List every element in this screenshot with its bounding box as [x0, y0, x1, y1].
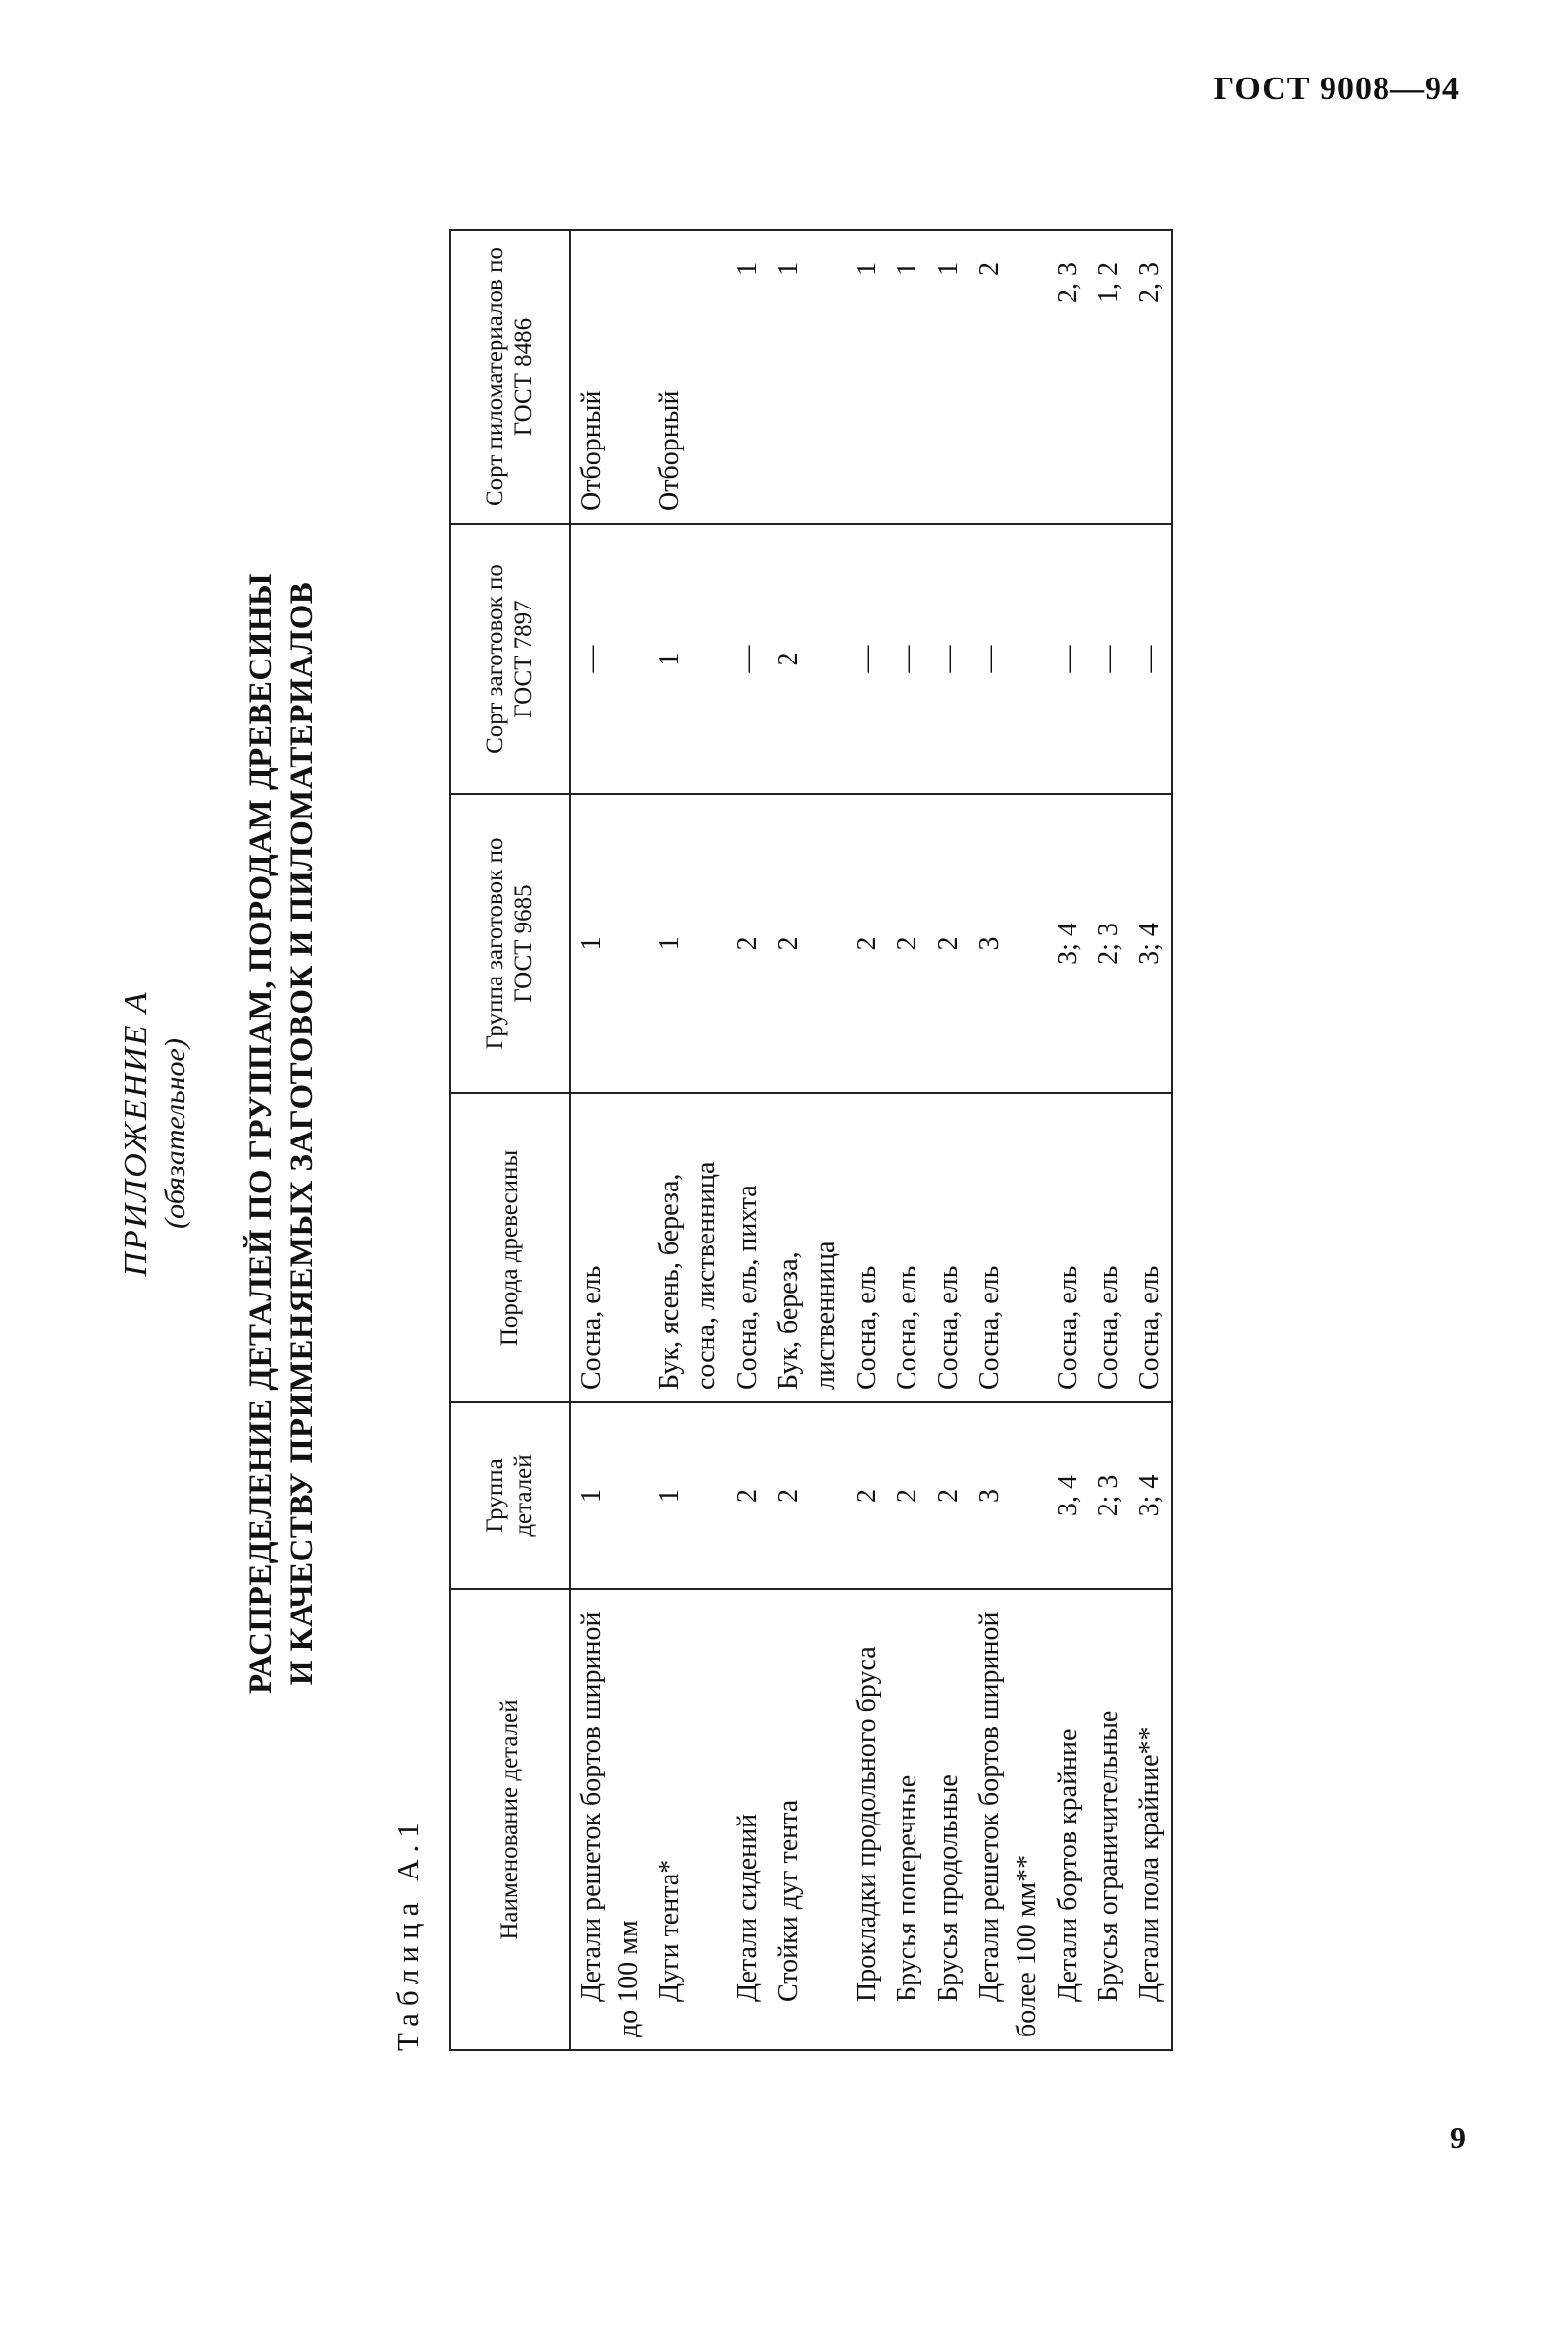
lumber-grade-note: Отборный [576, 390, 606, 511]
cell-lumber-grade [847, 230, 888, 524]
lumber-grade-value: 1 [933, 262, 965, 276]
cell-wood-species: Сосна, ель [847, 1093, 888, 1402]
cell-detail-group: 3; 4 [1129, 1402, 1172, 1589]
document-header: ГОСТ 9008—94 [1213, 71, 1460, 107]
col-header-blank-grade: Сорт заготовок по ГОСТ 7897 [450, 524, 570, 794]
cell-blank-grade: — [847, 524, 888, 794]
cell-blank-group: 2 [727, 794, 768, 1093]
table-header-row [450, 230, 570, 2050]
lumber-grade-value [652, 242, 689, 262]
cell-blank-grade: — [969, 524, 1048, 794]
col-header-blank-group: Группа заготовок по ГОСТ 9685 [450, 794, 570, 1093]
table-row [1088, 230, 1129, 2050]
table-row [727, 230, 768, 2050]
cell-detail-name: Брусья поперечные [887, 1589, 928, 2050]
cell-lumber-grade [650, 230, 728, 524]
cell-blank-grade: — [570, 524, 650, 794]
lumber-grade-value: 1, 2 [1093, 262, 1124, 303]
cell-wood-species: Бук, береза, лиственница [768, 1093, 847, 1402]
cell-detail-group: 1 [570, 1402, 650, 1589]
cell-wood-species: Сосна, ель [1129, 1093, 1172, 1402]
cell-blank-grade: — [928, 524, 969, 794]
cell-wood-species: Сосна, ель, пихта [727, 1093, 768, 1402]
table-row [847, 230, 888, 2050]
table-row [768, 230, 847, 2050]
cell-blank-group: 2; 3 [1088, 794, 1129, 1093]
details-table [449, 229, 1173, 2051]
cell-detail-group: 2 [847, 1402, 888, 1589]
cell-wood-species: Сосна, ель [928, 1093, 969, 1402]
lumber-grade-value: 1 [892, 262, 923, 276]
cell-lumber-grade [969, 230, 1048, 524]
cell-blank-grade: — [727, 524, 768, 794]
table-row [969, 230, 1048, 2050]
table-row [650, 230, 728, 2050]
cell-blank-group: 2 [847, 794, 888, 1093]
lumber-grade-note: Отборный [653, 390, 685, 511]
lumber-grade-value: 2, 3 [1134, 262, 1166, 303]
cell-detail-name: Прокладки продольного бруса [847, 1589, 888, 2050]
col-header-wood: Порода древесины [450, 1093, 570, 1402]
table-caption: Таблица А.1 [391, 1816, 425, 2051]
cell-detail-group: 3 [969, 1402, 1048, 1589]
cell-detail-name: Брусья ограничительные [1088, 1589, 1129, 2050]
cell-blank-group: 3; 4 [1129, 794, 1172, 1093]
cell-detail-group: 2 [727, 1402, 768, 1589]
cell-detail-group: 2 [928, 1402, 969, 1589]
cell-wood-species: Сосна, ель [1088, 1093, 1129, 1402]
cell-blank-grade: — [1129, 524, 1172, 794]
cell-detail-name: Брусья продольные [928, 1589, 969, 2050]
cell-blank-group: 1 [570, 794, 650, 1093]
col-header-lumber-grade: Сорт пиломатериалов по ГОСТ 8486 [450, 230, 570, 524]
cell-detail-name: Дуги тента* [650, 1589, 728, 2050]
cell-detail-name: Стойки дуг тента [768, 1589, 847, 2050]
lumber-grade-value: 1 [732, 262, 763, 276]
cell-detail-group: 2; 3 [1088, 1402, 1129, 1589]
cell-lumber-grade [928, 230, 969, 524]
cell-wood-species: Сосна, ель [887, 1093, 928, 1402]
appendix-title: ПРИЛОЖЕНИЕ А [118, 990, 154, 1277]
cell-wood-species: Сосна, ель [1048, 1093, 1089, 1402]
cell-detail-name: Детали бортов крайние [1048, 1589, 1089, 2050]
cell-detail-group: 2 [768, 1402, 847, 1589]
cell-blank-group: 3; 4 [1048, 794, 1089, 1093]
cell-blank-group: 2 [768, 794, 847, 1093]
cell-detail-name: Детали решеток бортов шириной более 100 мм** [969, 1589, 1048, 2050]
lumber-grade-value: 2, 3 [1052, 262, 1083, 303]
table-row [1048, 230, 1089, 2050]
table-row [887, 230, 928, 2050]
page-number: 9 [1450, 2120, 1466, 2155]
cell-lumber-grade [727, 230, 768, 524]
col-header-group: Группа деталей [450, 1402, 570, 1589]
appendix-note: (обязательное) [159, 1038, 191, 1229]
cell-blank-grade: — [1088, 524, 1129, 794]
col-header-name: Наименование деталей [450, 1589, 570, 2050]
cell-blank-grade: — [887, 524, 928, 794]
table-row [1129, 230, 1172, 2050]
cell-blank-group: 2 [928, 794, 969, 1093]
cell-lumber-grade [887, 230, 928, 524]
lumber-grade-value: 1 [772, 262, 804, 276]
lumber-grade-value [573, 242, 610, 262]
cell-detail-name: Детали решеток бортов шириной до 100 мм [570, 1589, 650, 2050]
cell-lumber-grade [1129, 230, 1172, 524]
cell-blank-group: 2 [887, 794, 928, 1093]
cell-blank-grade: 2 [768, 524, 847, 794]
cell-wood-species: Бук, ясень, береза, сосна, лиственница [650, 1093, 728, 1402]
cell-detail-group: 2 [887, 1402, 928, 1589]
cell-lumber-grade [1088, 230, 1129, 524]
section-title-line1: РАСПРЕДЕЛЕНИЕ ДЕТАЛЕЙ ПО ГРУППАМ, ПОРОДАМ ДРЕВЕСИНЫ [243, 573, 279, 1694]
cell-blank-group: 3 [969, 794, 1048, 1093]
lumber-grade-value: 2 [973, 262, 1005, 276]
cell-blank-grade: 1 [650, 524, 728, 794]
cell-wood-species: Сосна, ель [969, 1093, 1048, 1402]
rotated-content [118, 186, 1442, 2081]
table-body [570, 230, 1172, 2050]
lumber-grade-value: 1 [851, 262, 882, 276]
cell-detail-name: Детали сидений [727, 1589, 768, 2050]
cell-detail-group: 1 [650, 1402, 728, 1589]
cell-detail-name: Детали пола крайние** [1129, 1589, 1172, 2050]
cell-lumber-grade [570, 230, 650, 524]
cell-blank-group: 1 [650, 794, 728, 1093]
cell-detail-group: 3, 4 [1048, 1402, 1089, 1589]
section-title-line2: И КАЧЕСТВУ ПРИМЕНЯЕМЫХ ЗАГОТОВОК И ПИЛОМАТЕРИАЛОВ [285, 581, 320, 1686]
cell-blank-grade: — [1048, 524, 1089, 794]
table-row [928, 230, 969, 2050]
cell-wood-species: Сосна, ель [570, 1093, 650, 1402]
table-row [570, 230, 650, 2050]
cell-lumber-grade [768, 230, 847, 524]
cell-lumber-grade [1048, 230, 1089, 524]
